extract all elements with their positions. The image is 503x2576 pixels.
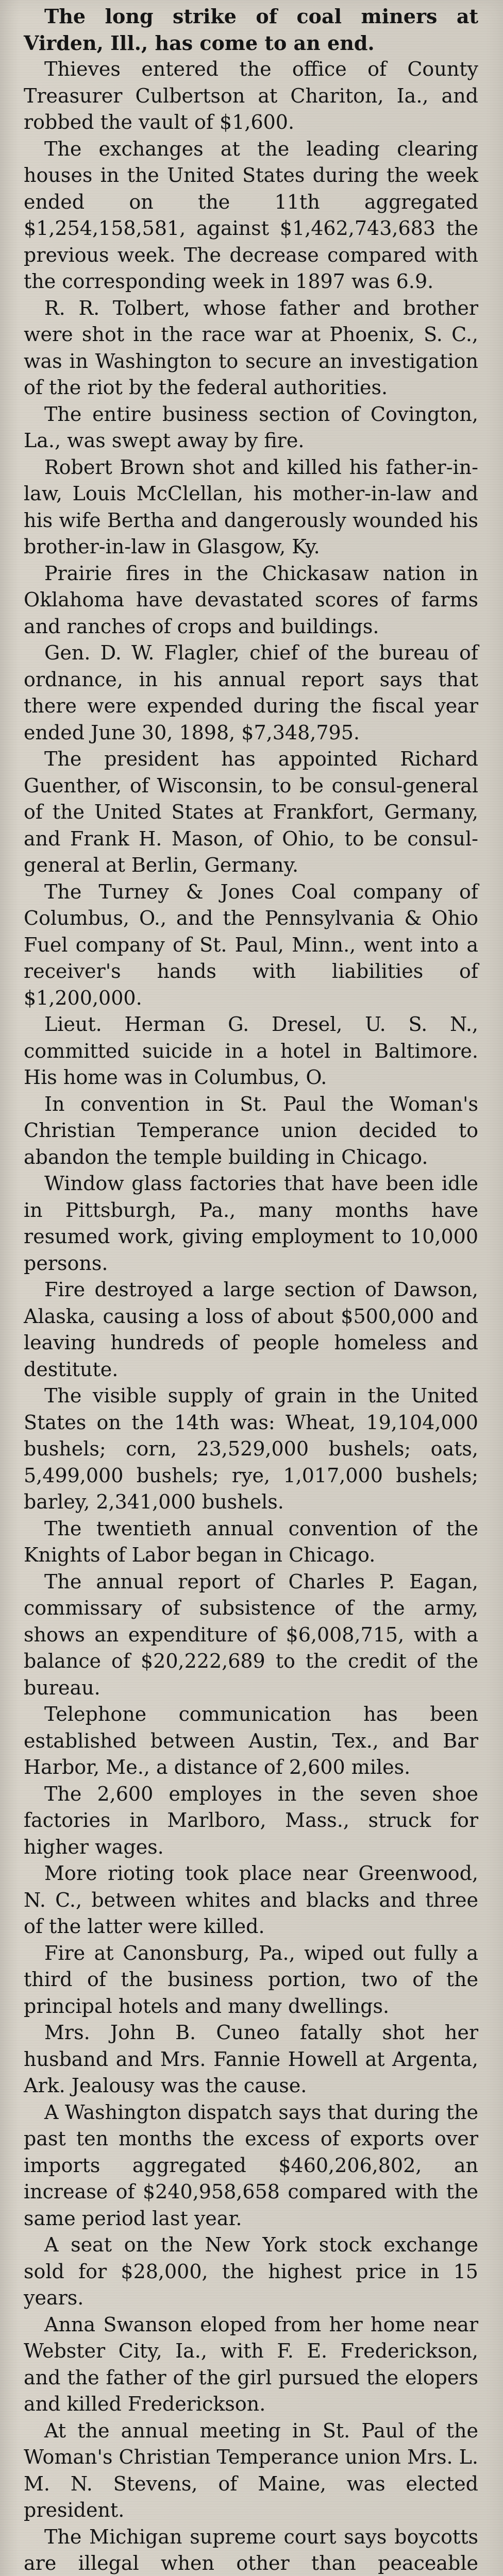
news-paragraph-21: Fire at Canonsburg, Pa., wiped out fully a third of the business portion, two of the principal hotels and many dwellings.: [24, 1941, 478, 2018]
news-paragraph-23: A Washington dispatch says that during the past ten months the excess of exports over imports aggregated $460,206,802, an increase of $240,958,658 compared with the same period last year.: [24, 2100, 478, 2230]
news-paragraph-13: Window glass factories that have been idle in Pittsburgh, Pa., many months have resumed work, giving employment to 10,000 persons.: [24, 1172, 478, 1275]
news-paragraph-01: The long strike of coal miners at Virden, Ill., has come to an end.: [24, 5, 478, 55]
news-paragraph-19: The 2,600 employes in the seven shoe factories in Marlboro, Mass., struck for higher wages.: [24, 1782, 478, 1858]
news-column: [24, 3, 478, 2576]
news-paragraph-17: The annual report of Charles P. Eagan, commissary of subsistence of the army, shows an expenditure of $6,008,715, with a balance of $20,222,689 to the credit of the bureau.: [24, 1570, 478, 1699]
news-paragraph-05: The entire business section of Covington, La., was swept away by fire.: [24, 402, 478, 452]
news-paragraph-11: Lieut. Herman G. Dresel, U. S. N., committed suicide in a hotel in Baltimore. His home was in Columbus, O.: [24, 1013, 478, 1089]
news-paragraph-20: More rioting took place near Greenwood, N. C., between whites and blacks and three of the latter were killed.: [24, 1862, 478, 1938]
news-paragraph-14: Fire destroyed a large section of Dawson, Alaska, causing a loss of about $500,000 and leaving hundreds of people homeless and destitute.: [24, 1278, 478, 1381]
news-paragraph-12: In convention in St. Paul the Woman's Christian Temperance union decided to abandon the temple building in Chicago.: [24, 1092, 478, 1168]
news-paragraph-18: Telephone communication has been established between Austin, Tex., and Bar Harbor, Me., a distance of 2,600 miles.: [24, 1703, 478, 1778]
news-paragraph-15: The visible supply of grain in the United States on the 14th was: Wheat, 19,104,000 bushels; corn, 23,529,000 bushels; oats, 5,499,000 bushels; rye, 1,017,000 bushels; barley, 2,341,000 bushels.: [24, 1384, 478, 1513]
news-paragraph-09: The president has appointed Richard Guenther, of Wisconsin, to be consul-general of the United States at Frankfort, Germany, and Frank H. Mason, of Ohio, to be consul-general at Berlin, Germany.: [24, 748, 478, 876]
news-paragraph-07: Prairie fires in the Chickasaw nation in Oklahoma have devastated scores of farms and ranches of crops and buildings.: [24, 562, 478, 638]
news-paragraph-27: The Michigan supreme court says boycotts are illegal when other than peaceable: [24, 2525, 478, 2574]
news-paragraph-25: Anna Swanson eloped from her home near Webster City, Ia., with F. E. Frederickson, and the father of the girl pursued the elopers and killed Frederickson.: [24, 2313, 478, 2415]
news-paragraph-03: The exchanges at the leading clearing houses in the United States during the week ended on the 11th aggregated $1,254,158,581, against $1,462,743,683 the previous week. The decrease compared with the corresponding week in 1897 was 6.9.: [24, 137, 478, 293]
news-paragraph-06: Robert Brown shot and killed his father-in-law, Louis McClellan, his mother-in-law and his wife Bertha and dangerously wounded his brother-in-law in Glasgow, Ky.: [24, 455, 478, 558]
news-paragraph-08: Gen. D. W. Flagler, chief of the bureau of ordnance, in his annual report says that there were expended during the fiscal year ended June 30, 1898, $7,348,795.: [24, 641, 478, 744]
news-paragraph-10: The Turney & Jones Coal company of Columbus, O., and the Pennsylvania & Ohio Fuel company of St. Paul, Minn., went into a receiver's hands with liabilities of $1,200,000.: [24, 880, 478, 1009]
news-paragraph-24: A seat on the New York stock exchange sold for $28,000, the highest price in 15 years.: [24, 2233, 478, 2309]
news-paragraph-04: R. R. Tolbert, whose father and brother were shot in the race war at Phoenix, S. C., was in Washington to secure an investigation of the riot by the federal authorities.: [24, 296, 478, 399]
news-paragraph-02: Thieves entered the office of County Treasurer Culbertson at Chariton, Ia., and robbed the vault of $1,600.: [24, 58, 478, 133]
news-paragraph-22: Mrs. John B. Cuneo fatally shot her husband and Mrs. Fannie Howell at Argenta, Ark. Jealousy was the cause.: [24, 2021, 478, 2097]
news-paragraph-26: At the annual meeting in St. Paul of the Woman's Christian Temperance union Mrs. L. M. N. Stevens, of Maine, was elected president.: [24, 2419, 478, 2521]
news-paragraph-16: The twentieth annual convention of the Knights of Labor began in Chicago.: [24, 1517, 478, 1566]
